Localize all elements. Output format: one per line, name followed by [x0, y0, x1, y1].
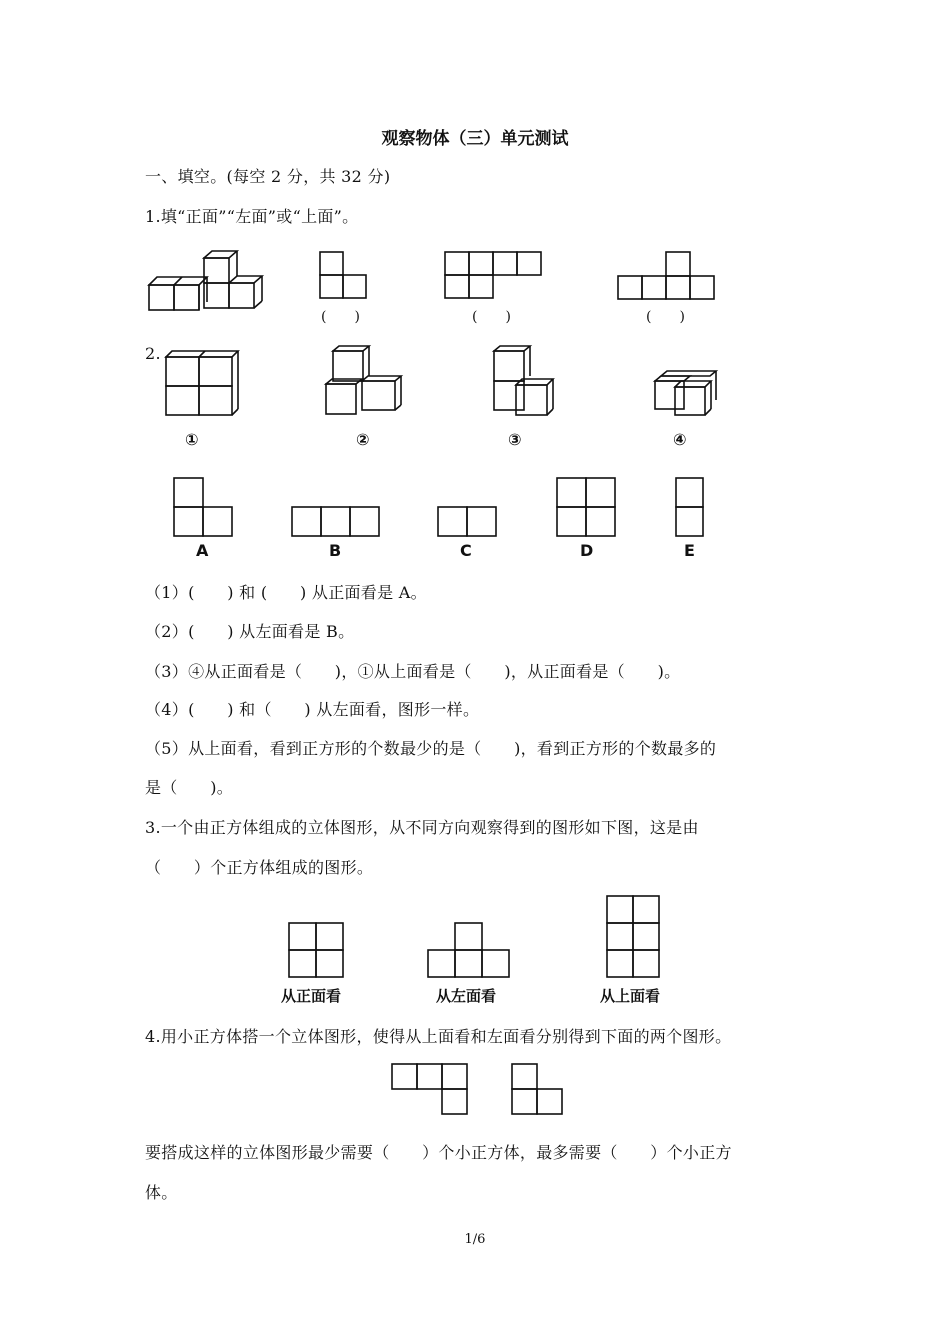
section-heading: 一、填空。(每空 2 分，共 32 分): [145, 167, 391, 186]
q2-solid-1: [166, 351, 238, 415]
q3-caption-left: 从左面看: [436, 987, 497, 1005]
q2-item-5: （5）从上面看，看到正方形的个数最少的是（ )，看到正方形的个数最多的: [145, 739, 717, 758]
solid-label-3: ③: [508, 430, 522, 449]
q2-solid-3: [494, 346, 553, 415]
q2-item-4: （4）( ) 和（ ) 从左面看，图形一样。: [145, 700, 480, 719]
q2-view-b: [292, 507, 379, 536]
question-3-line-1: 3.一个由正方体组成的立体图形，从不同方向观察得到的图形如下图，这是由: [145, 818, 699, 837]
question-4-line-1: 要搭成这样的立体图形最少需要（ ）个小正方体，最多需要（ ）个小正方: [145, 1143, 732, 1162]
q1-view-1: [320, 252, 366, 298]
q1-blank-1[interactable]: ( ): [321, 309, 360, 325]
view-label-c: C: [460, 541, 472, 560]
page-title: 观察物体（三）单元测试: [381, 129, 569, 149]
q2-item-1: （1）( ) 和 ( ) 从正面看是 A。: [145, 583, 427, 602]
q1-solid-figure: [149, 251, 262, 310]
solid-label-4: ④: [673, 430, 687, 449]
q2-view-e: [676, 478, 703, 536]
q1-blank-2[interactable]: ( ): [472, 309, 511, 325]
q3-top-view: [607, 896, 659, 977]
q3-caption-front: 从正面看: [281, 987, 342, 1005]
q2-item-3: （3）④从正面看是（ )，①从上面看是（ )，从正面看是（ )。: [145, 662, 681, 681]
q3-left-view: [428, 923, 509, 977]
q3-caption-top: 从上面看: [600, 987, 661, 1005]
q4-left-view: [512, 1064, 562, 1114]
view-label-b: B: [329, 541, 342, 560]
page-number: 1/6: [464, 1232, 486, 1247]
solid-label-1: ①: [185, 430, 199, 449]
view-label-e: E: [684, 541, 695, 560]
q1-view-3: [618, 252, 714, 299]
q2-view-d: [557, 478, 615, 536]
question-3-line-2: （ ）个正方体组成的图形。: [145, 858, 374, 877]
q2-view-c: [438, 507, 496, 536]
question-4-text: 4.用小正方体搭一个立体图形，使得从上面看和左面看分别得到下面的两个图形。: [145, 1027, 732, 1046]
solid-label-2: ②: [356, 430, 370, 449]
view-label-a: A: [196, 541, 209, 560]
q1-blank-3[interactable]: ( ): [646, 309, 685, 325]
q2-solid-2: [326, 346, 401, 414]
q2-item-2: （2）( ) 从左面看是 B。: [145, 622, 355, 641]
q4-top-view: [392, 1064, 467, 1114]
q1-view-2: [445, 252, 541, 298]
q2-item-5-cont: 是（ )。: [145, 778, 234, 797]
q3-front-view: [289, 923, 343, 977]
question-4-line-2: 体。: [145, 1183, 178, 1202]
q2-view-a: [174, 478, 232, 536]
question-2-number: 2.: [145, 344, 161, 363]
view-label-d: D: [580, 541, 594, 560]
q2-solid-4: [655, 371, 716, 415]
question-1-text: 1.填“正面”“左面”或“上面”。: [145, 207, 359, 226]
